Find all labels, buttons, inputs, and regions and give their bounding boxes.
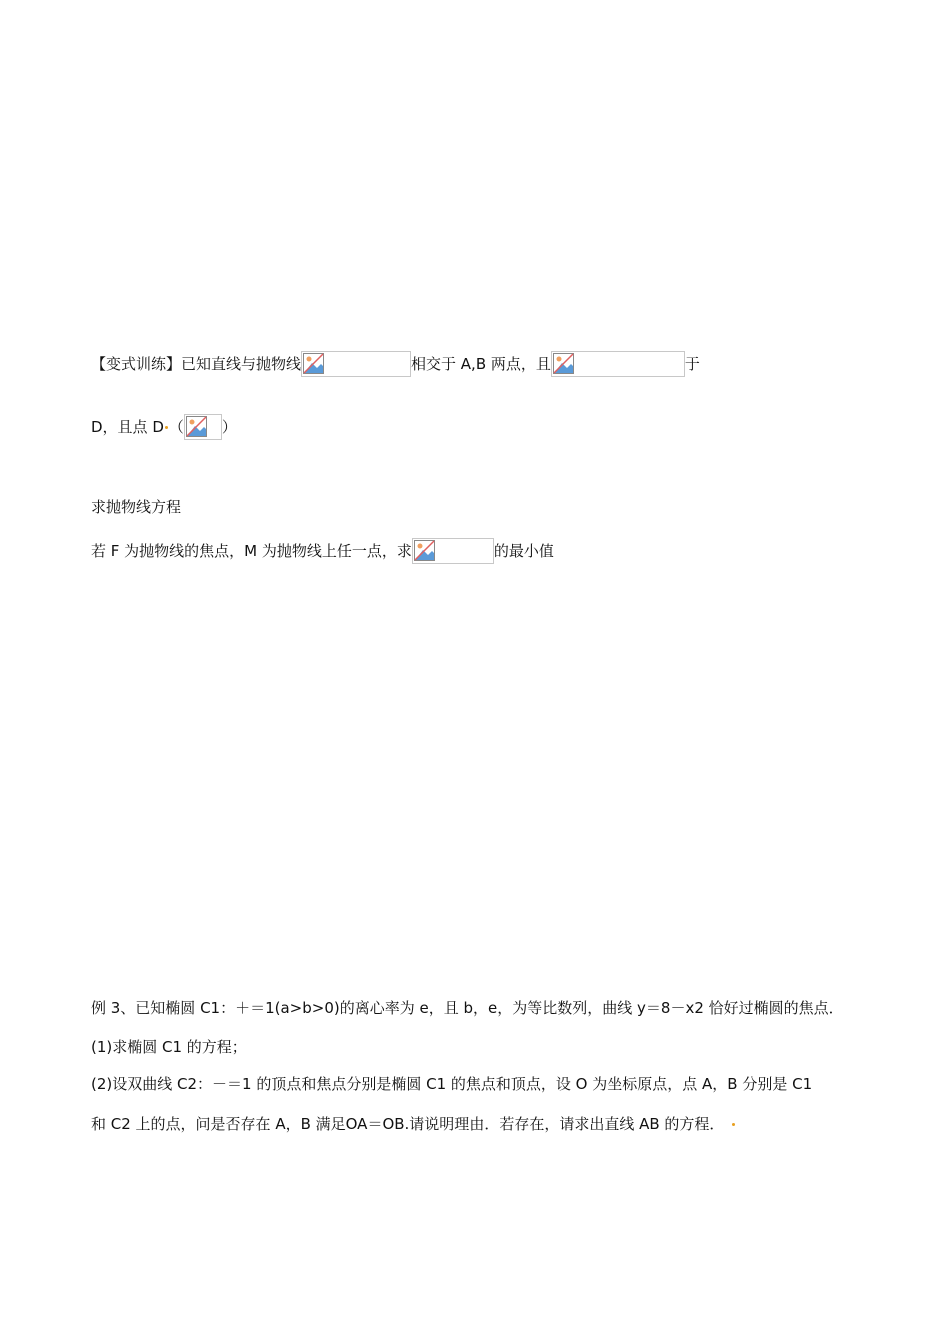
text-segment: 的最小值	[493, 542, 554, 560]
broken-image-icon	[412, 538, 494, 564]
paragraph-point-d	[91, 413, 237, 441]
text-segment: D，且点 D	[91, 418, 164, 436]
question-minimum-value	[91, 537, 554, 565]
question-parabola-equation	[91, 493, 181, 521]
text-segment: 求抛物线方程	[91, 498, 182, 516]
marker-dot	[165, 426, 168, 429]
broken-image-icon	[551, 351, 685, 377]
text-segment: （	[168, 418, 184, 436]
text-segment: 若 F 为抛物线的焦点，	[91, 542, 245, 560]
broken-image-icon	[184, 414, 222, 440]
marker-dot	[732, 1123, 735, 1126]
example-3-statement	[91, 994, 844, 1022]
text-segment: 于	[684, 355, 700, 373]
text-segment: M 为抛物线上任一点，求	[244, 542, 412, 560]
example-3-part-1	[91, 1033, 247, 1061]
text-segment: 例 3、已知椭圆 C1：＋＝1(a>b>0)的离心率为 e，且 b，e，为等比数列，曲线 y＝8－x2 恰好过椭圆的焦点．	[91, 999, 844, 1017]
example-3-part-2-cont	[91, 1110, 736, 1138]
example-3-part-2	[91, 1070, 812, 1098]
text-segment: 和 C2 上的点，问是否存在 A，B 满足OA＝OB.请说明理由．若存在，请求出直线 AB 的方程．	[91, 1115, 725, 1133]
text-segment: 【变式训练】已知直线与抛物线	[91, 355, 302, 373]
text-segment: 相交于 A,B 两点，且	[411, 355, 551, 373]
paragraph-variant-training	[91, 350, 700, 378]
text-segment: (1)求椭圆 C1 的方程；	[91, 1038, 247, 1056]
text-segment: ）	[221, 418, 237, 436]
text-segment: (2)设双曲线 C2：－＝1 的顶点和焦点分别是椭圆 C1 的焦点和顶点，设 O 为坐标原点，点 A，B 分别是 C1	[91, 1075, 813, 1093]
broken-image-icon	[301, 351, 411, 377]
